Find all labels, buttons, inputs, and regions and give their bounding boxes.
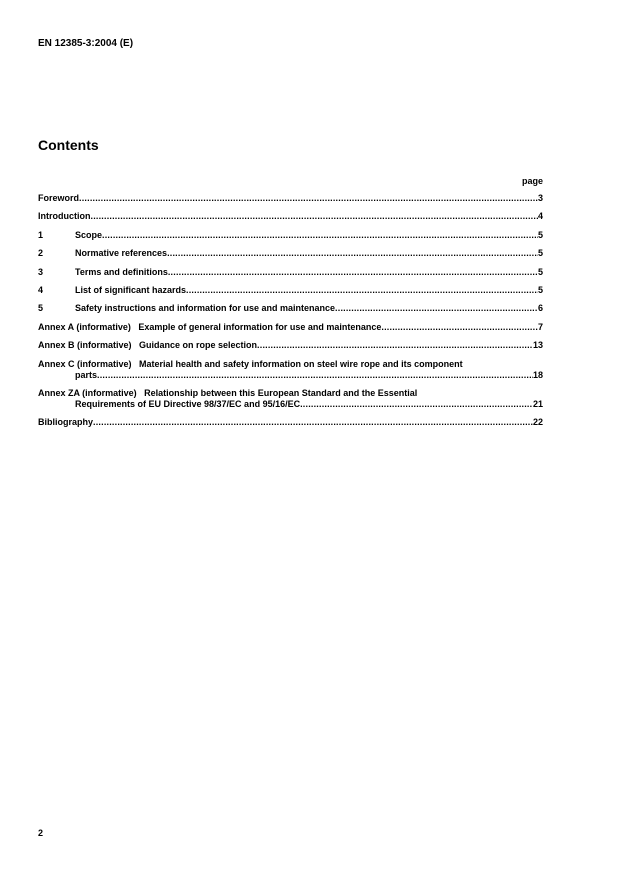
toc-leader-dots [257,340,533,351]
toc-leader-dots [381,322,538,333]
toc-entry-number: 1 [38,229,44,240]
toc-leader-dots [97,370,533,381]
toc-entry-label-continued: Requirements of EU Directive 98/37/EC and 95/16/EC [75,398,301,409]
toc-leader-dots [300,399,533,410]
toc-entry-annex-b[interactable] [38,340,543,351]
toc-entry-label: Scope [75,229,103,240]
table-of-contents [38,193,543,436]
toc-entry-number: 3 [38,266,44,277]
toc-entry-page: 18 [532,369,543,380]
toc-entry-page: 4 [537,211,543,222]
toc-entry-label: List of significant hazards [75,284,187,295]
toc-entry-page: 5 [537,284,543,295]
toc-entry-label: Annex C (informative) Material health and safety information on steel wire rope and its component [38,358,463,369]
toc-leader-dots [168,267,538,278]
toc-entry-number: 5 [38,303,44,314]
toc-entry-page: 21 [532,398,543,409]
toc-leader-dots [93,417,533,428]
toc-entry-label: Annex B (informative) Guidance on rope selection [38,340,258,351]
toc-entry-page: 13 [532,340,543,351]
toc-entry-label: Bibliography [38,417,94,428]
toc-entry-bibliography[interactable] [38,417,543,428]
toc-entry-label: Terms and definitions [75,266,168,277]
toc-entry-label: Safety instructions and information for use and maintenance [75,303,336,314]
toc-entry-page: 5 [537,229,543,240]
toc-leader-dots [335,303,538,314]
toc-entry-safety-instructions[interactable] [38,303,543,314]
toc-leader-dots [102,230,538,241]
toc-entry-terms-and-definitions[interactable] [38,267,543,278]
toc-entry-label: Introduction [38,211,91,222]
toc-leader-dots [167,248,538,259]
toc-entry-page: 7 [537,321,543,332]
toc-leader-dots [186,285,538,296]
toc-entry-annex-c[interactable] [38,359,543,381]
toc-entry-page: 5 [537,266,543,277]
page-number-footer: 2 [38,828,44,838]
toc-entry-annex-a[interactable] [38,322,543,333]
toc-entry-label: Foreword [38,193,80,203]
toc-entry-page: 6 [537,303,543,314]
toc-entry-annex-za[interactable] [38,388,543,410]
toc-entry-continuation [38,370,543,381]
contents-heading: Contents [38,137,99,153]
toc-entry-scope[interactable] [38,230,543,241]
toc-entry-page: 22 [532,417,543,428]
toc-entry-normative-references[interactable] [38,248,543,259]
toc-entry-number: 4 [38,284,44,295]
toc-entry-number: 2 [38,248,44,259]
toc-entry-foreword[interactable] [38,193,543,204]
toc-entry-continuation [38,399,543,410]
toc-entry-page: 3 [537,193,543,203]
toc-leader-dots [79,193,538,204]
toc-entry-label: Annex A (informative) Example of general information for use and maintenance [38,321,382,332]
toc-entry-label: Normative references [75,248,168,259]
toc-entry-label: Annex ZA (informative) Relationship between this European Standard and the Essential [38,387,418,398]
toc-entry-introduction[interactable] [38,211,543,222]
toc-leader-dots [91,211,538,222]
toc-entry-label-continued: parts [75,369,98,380]
toc-entry-page: 5 [537,248,543,259]
toc-entry-hazards[interactable] [38,285,543,296]
page-column-label: page [521,176,543,186]
document-id-header: EN 12385-3:2004 (E) [38,38,134,49]
